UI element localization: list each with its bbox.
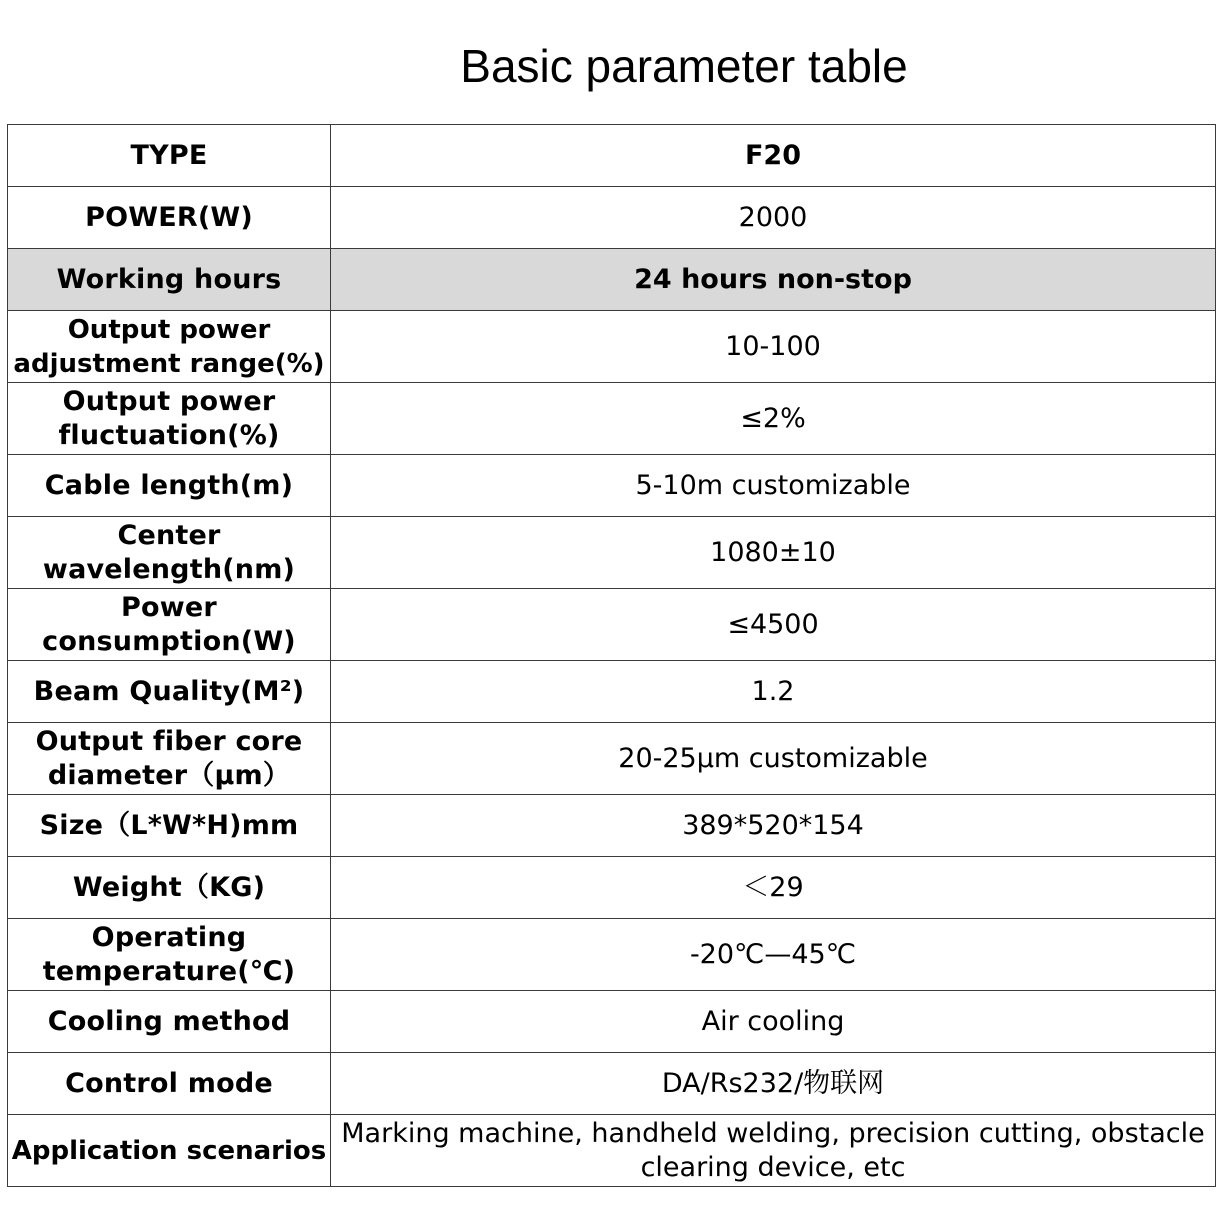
row-value: 1.2	[331, 661, 1216, 723]
row-label: Power consumption(W)	[8, 589, 331, 661]
table-row	[8, 795, 1216, 857]
table-row	[8, 1115, 1216, 1187]
row-label: Control mode	[8, 1053, 331, 1115]
row-label: Cooling method	[8, 991, 331, 1053]
row-label: Operating temperature(℃)	[8, 919, 331, 991]
row-value: 5-10m customizable	[331, 455, 1216, 517]
row-value: ≤2%	[331, 383, 1216, 455]
table-row	[8, 991, 1216, 1053]
row-label: Output fiber core diameter（μm）	[8, 723, 331, 795]
parameter-table	[7, 124, 1216, 1187]
table-row	[8, 125, 1216, 187]
row-label: Beam Quality(M²)	[8, 661, 331, 723]
row-value: ≤4500	[331, 589, 1216, 661]
table-row	[8, 249, 1216, 311]
row-value: 24 hours non-stop	[331, 249, 1216, 311]
table-row	[8, 187, 1216, 249]
table-row	[8, 517, 1216, 589]
row-label: POWER(W)	[8, 187, 331, 249]
row-value: Marking machine, handheld welding, precision cutting, obstacle clearing device, etc	[331, 1115, 1216, 1187]
table-row	[8, 455, 1216, 517]
row-value: ＜29	[331, 857, 1216, 919]
table-row	[8, 723, 1216, 795]
table-row	[8, 311, 1216, 383]
table-row	[8, 661, 1216, 723]
row-label: Weight（KG)	[8, 857, 331, 919]
table-row	[8, 383, 1216, 455]
row-value: F20	[331, 125, 1216, 187]
row-label: Working hours	[8, 249, 331, 311]
row-value: -20℃—45℃	[331, 919, 1216, 991]
row-value: 10-100	[331, 311, 1216, 383]
table-row	[8, 919, 1216, 991]
row-value: 389*520*154	[331, 795, 1216, 857]
row-value: 2000	[331, 187, 1216, 249]
table-row	[8, 589, 1216, 661]
row-label: Application scenarios	[8, 1115, 331, 1187]
row-label: Output power fluctuation(%)	[8, 383, 331, 455]
row-value: 1080±10	[331, 517, 1216, 589]
row-value: DA/Rs232/物联网	[331, 1053, 1216, 1115]
table-row	[8, 857, 1216, 919]
table-row	[8, 1053, 1216, 1115]
row-label: TYPE	[8, 125, 331, 187]
row-label: Center wavelength(nm)	[8, 517, 331, 589]
row-label: Cable length(m)	[8, 455, 331, 517]
row-label: Size（L*W*H)mm	[8, 795, 331, 857]
row-value: Air cooling	[331, 991, 1216, 1053]
page-title: Basic parameter table	[460, 40, 908, 92]
row-value: 20-25μm customizable	[331, 723, 1216, 795]
row-label: Output power adjustment range(%)	[8, 311, 331, 383]
